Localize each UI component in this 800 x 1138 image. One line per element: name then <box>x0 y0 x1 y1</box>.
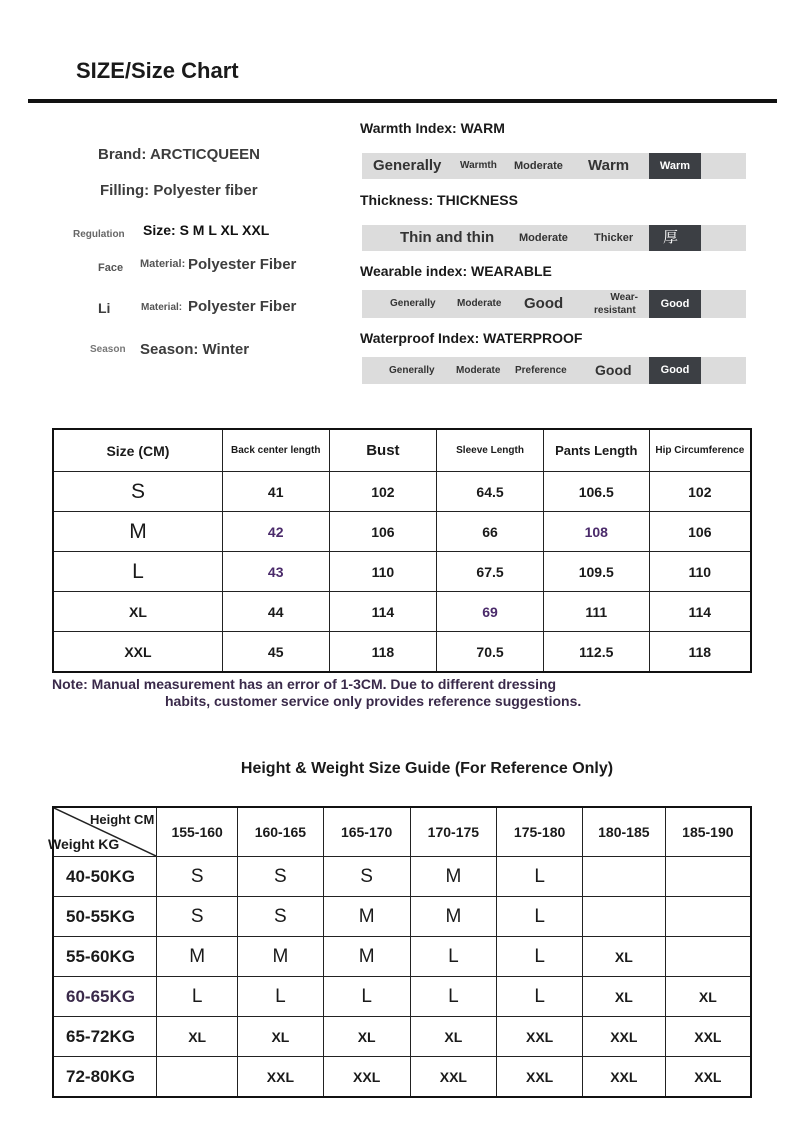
size-list-text: Size: S M L XL XXL <box>143 222 270 238</box>
page-title: SIZE/Size Chart <box>76 58 239 83</box>
table-row <box>53 552 751 592</box>
face-material-label: Material: <box>140 258 186 270</box>
size-cell: M <box>410 857 497 897</box>
size-measurement-table <box>52 428 752 673</box>
size-cell <box>582 897 665 937</box>
height-range-header: 155-160 <box>157 807 238 857</box>
waterproof-selected-badge: Good <box>649 357 701 384</box>
size-cell: XL <box>410 1017 497 1057</box>
header-sleeve-length: Sleeve Length <box>437 429 544 472</box>
size-cell: M <box>53 512 222 552</box>
size-cell: M <box>323 897 410 937</box>
filling-text: Filling: Polyester fiber <box>100 182 258 199</box>
table-row <box>53 592 751 632</box>
height-weight-table <box>48 806 752 1098</box>
size-cell: L <box>497 977 583 1017</box>
size-cell: XXL <box>665 1017 751 1057</box>
size-cell: XXL <box>582 1057 665 1098</box>
size-cell: S <box>157 897 238 937</box>
size-cell <box>665 937 751 977</box>
pants-cell: 108 <box>543 512 649 552</box>
warmth-option-generally: Generally <box>373 157 442 174</box>
wearable-option-resistant: resistant <box>594 305 636 316</box>
wearable-option-generally: Generally <box>390 298 436 309</box>
hw-header-row <box>53 807 751 857</box>
li-material-value: Polyester Fiber <box>188 298 297 315</box>
table-row <box>53 1057 751 1098</box>
table-row <box>53 897 751 937</box>
note-line-1: Note: Manual measurement has an error of 1-3CM. Due to different dressing <box>52 676 557 692</box>
size-cell: L <box>410 937 497 977</box>
weight-range-cell: 65-72KG <box>53 1017 157 1057</box>
face-material-value: Polyester Fiber <box>188 256 297 273</box>
size-cell: L <box>238 977 324 1017</box>
size-cell <box>665 857 751 897</box>
li-label: Li <box>98 300 111 316</box>
pants-cell: 112.5 <box>543 632 649 673</box>
bust-cell: 118 <box>329 632 437 673</box>
warmth-index-bar <box>362 153 746 179</box>
size-cell: XXL <box>497 1057 583 1098</box>
height-range-header: 165-170 <box>323 807 410 857</box>
hip-cell: 106 <box>649 512 751 552</box>
waterproof-option-good: Good <box>595 362 632 378</box>
table-row <box>53 632 751 673</box>
table-row <box>53 512 751 552</box>
pants-cell: 109.5 <box>543 552 649 592</box>
size-cell: L <box>157 977 238 1017</box>
hw-corner-cell <box>48 807 157 857</box>
note-line-2: habits, customer service only provides reference suggestions. <box>165 693 582 709</box>
height-range-header: 185-190 <box>665 807 751 857</box>
header-back-center-length: Back center length <box>222 429 329 472</box>
waterproof-index-title: Waterproof Index: WATERPROOF <box>360 330 583 346</box>
header-pants-length: Pants Length <box>543 429 649 472</box>
size-cell: XL <box>582 937 665 977</box>
size-cell: L <box>410 977 497 1017</box>
thickness-option-moderate: Moderate <box>519 232 568 244</box>
table-row <box>53 1017 751 1057</box>
sleeve-cell: 69 <box>437 592 544 632</box>
height-weight-title: Height & Weight Size Guide (For Reference Only) <box>240 760 614 777</box>
wearable-index-title: Wearable index: WEARABLE <box>360 263 552 279</box>
height-range-header: 160-165 <box>238 807 324 857</box>
bust-cell: 110 <box>329 552 437 592</box>
size-cell: XL <box>53 592 222 632</box>
regulation-label: Regulation <box>73 229 125 240</box>
back-length-cell: 42 <box>222 512 329 552</box>
header-size: Size (CM) <box>53 429 222 472</box>
thickness-option-thicker: Thicker <box>594 232 634 244</box>
size-cell: M <box>410 897 497 937</box>
back-length-cell: 43 <box>222 552 329 592</box>
wearable-option-wear: Wear- <box>610 292 638 303</box>
bust-cell: 114 <box>329 592 437 632</box>
waterproof-option-preference: Preference <box>515 365 567 376</box>
thickness-option-thin: Thin and thin <box>400 229 495 246</box>
back-length-cell: 41 <box>222 472 329 512</box>
size-cell: L <box>53 552 222 592</box>
weight-range-cell: 60-65KG <box>53 977 157 1017</box>
title-divider <box>28 99 777 103</box>
size-cell: S <box>238 857 324 897</box>
size-cell <box>582 857 665 897</box>
size-cell: XXL <box>323 1057 410 1098</box>
wearable-option-moderate: Moderate <box>457 298 502 309</box>
warmth-option-warm: Warm <box>588 157 630 174</box>
header-bust: Bust <box>329 429 437 472</box>
size-cell: S <box>157 857 238 897</box>
waterproof-index-bar <box>362 357 746 384</box>
header-hip-circumference: Hip Circumference <box>649 429 751 472</box>
measurement-note <box>52 676 581 710</box>
wearable-index-bar <box>362 290 746 318</box>
size-cell: XL <box>157 1017 238 1057</box>
season-label: Season <box>90 344 126 355</box>
size-cell: XXL <box>582 1017 665 1057</box>
hip-cell: 114 <box>649 592 751 632</box>
warmth-option-warmth: Warmth <box>460 160 497 171</box>
size-cell: XL <box>582 977 665 1017</box>
table-row <box>53 937 751 977</box>
size-cell: S <box>323 857 410 897</box>
size-cell: XL <box>323 1017 410 1057</box>
hip-cell: 118 <box>649 632 751 673</box>
sleeve-cell: 64.5 <box>437 472 544 512</box>
warmth-selected-badge: Warm <box>649 153 701 179</box>
size-cell: M <box>238 937 324 977</box>
thickness-index-bar <box>362 225 746 251</box>
size-cell <box>665 897 751 937</box>
size-cell: S <box>53 472 222 512</box>
pants-cell: 111 <box>543 592 649 632</box>
waterproof-option-generally: Generally <box>389 365 435 376</box>
regulation-row <box>73 224 125 242</box>
season-text: Season: Winter <box>140 341 250 358</box>
size-cell: L <box>323 977 410 1017</box>
waterproof-option-moderate: Moderate <box>456 365 501 376</box>
size-cell: L <box>497 937 583 977</box>
size-cell: M <box>157 937 238 977</box>
weight-range-cell: 55-60KG <box>53 937 157 977</box>
wearable-selected-badge: Good <box>649 290 701 318</box>
table-row <box>53 977 751 1017</box>
brand-text: Brand: ARCTICQUEEN <box>98 146 260 163</box>
size-cell: XL <box>238 1017 324 1057</box>
size-cell <box>157 1057 238 1098</box>
wearable-option-good: Good <box>524 295 564 312</box>
height-range-header: 180-185 <box>582 807 665 857</box>
warmth-option-moderate: Moderate <box>514 160 563 172</box>
size-cell: XXL <box>410 1057 497 1098</box>
size-cell: L <box>497 897 583 937</box>
sleeve-cell: 66 <box>437 512 544 552</box>
size-cell: L <box>497 857 583 897</box>
size-cell: XL <box>665 977 751 1017</box>
weight-kg-label: Weight KG <box>48 836 120 852</box>
size-cell: XXL <box>497 1017 583 1057</box>
table-row <box>53 857 751 897</box>
back-length-cell: 45 <box>222 632 329 673</box>
weight-range-cell: 72-80KG <box>53 1057 157 1098</box>
weight-range-cell: 40-50KG <box>53 857 157 897</box>
thickness-index-title: Thickness: THICKNESS <box>360 192 518 208</box>
sleeve-cell: 67.5 <box>437 552 544 592</box>
face-label: Face <box>98 262 124 274</box>
height-range-header: 170-175 <box>410 807 497 857</box>
size-cell: XXL <box>238 1057 324 1098</box>
thickness-selected-badge: 厚 <box>649 225 701 251</box>
face-row <box>98 258 123 276</box>
pants-cell: 106.5 <box>543 472 649 512</box>
height-range-header: 175-180 <box>497 807 583 857</box>
size-table-header <box>53 429 751 472</box>
sleeve-cell: 70.5 <box>437 632 544 673</box>
bust-cell: 106 <box>329 512 437 552</box>
weight-range-cell: 50-55KG <box>53 897 157 937</box>
size-cell: XXL <box>53 632 222 673</box>
table-row <box>53 472 751 512</box>
size-cell: S <box>238 897 324 937</box>
li-material-label: Material: <box>141 302 183 313</box>
height-cm-label: Height CM <box>90 812 155 827</box>
size-cell: M <box>323 937 410 977</box>
bust-cell: 102 <box>329 472 437 512</box>
warmth-index-title: Warmth Index: WARM <box>360 120 505 136</box>
hip-cell: 102 <box>649 472 751 512</box>
size-cell: XXL <box>665 1057 751 1098</box>
hip-cell: 110 <box>649 552 751 592</box>
back-length-cell: 44 <box>222 592 329 632</box>
